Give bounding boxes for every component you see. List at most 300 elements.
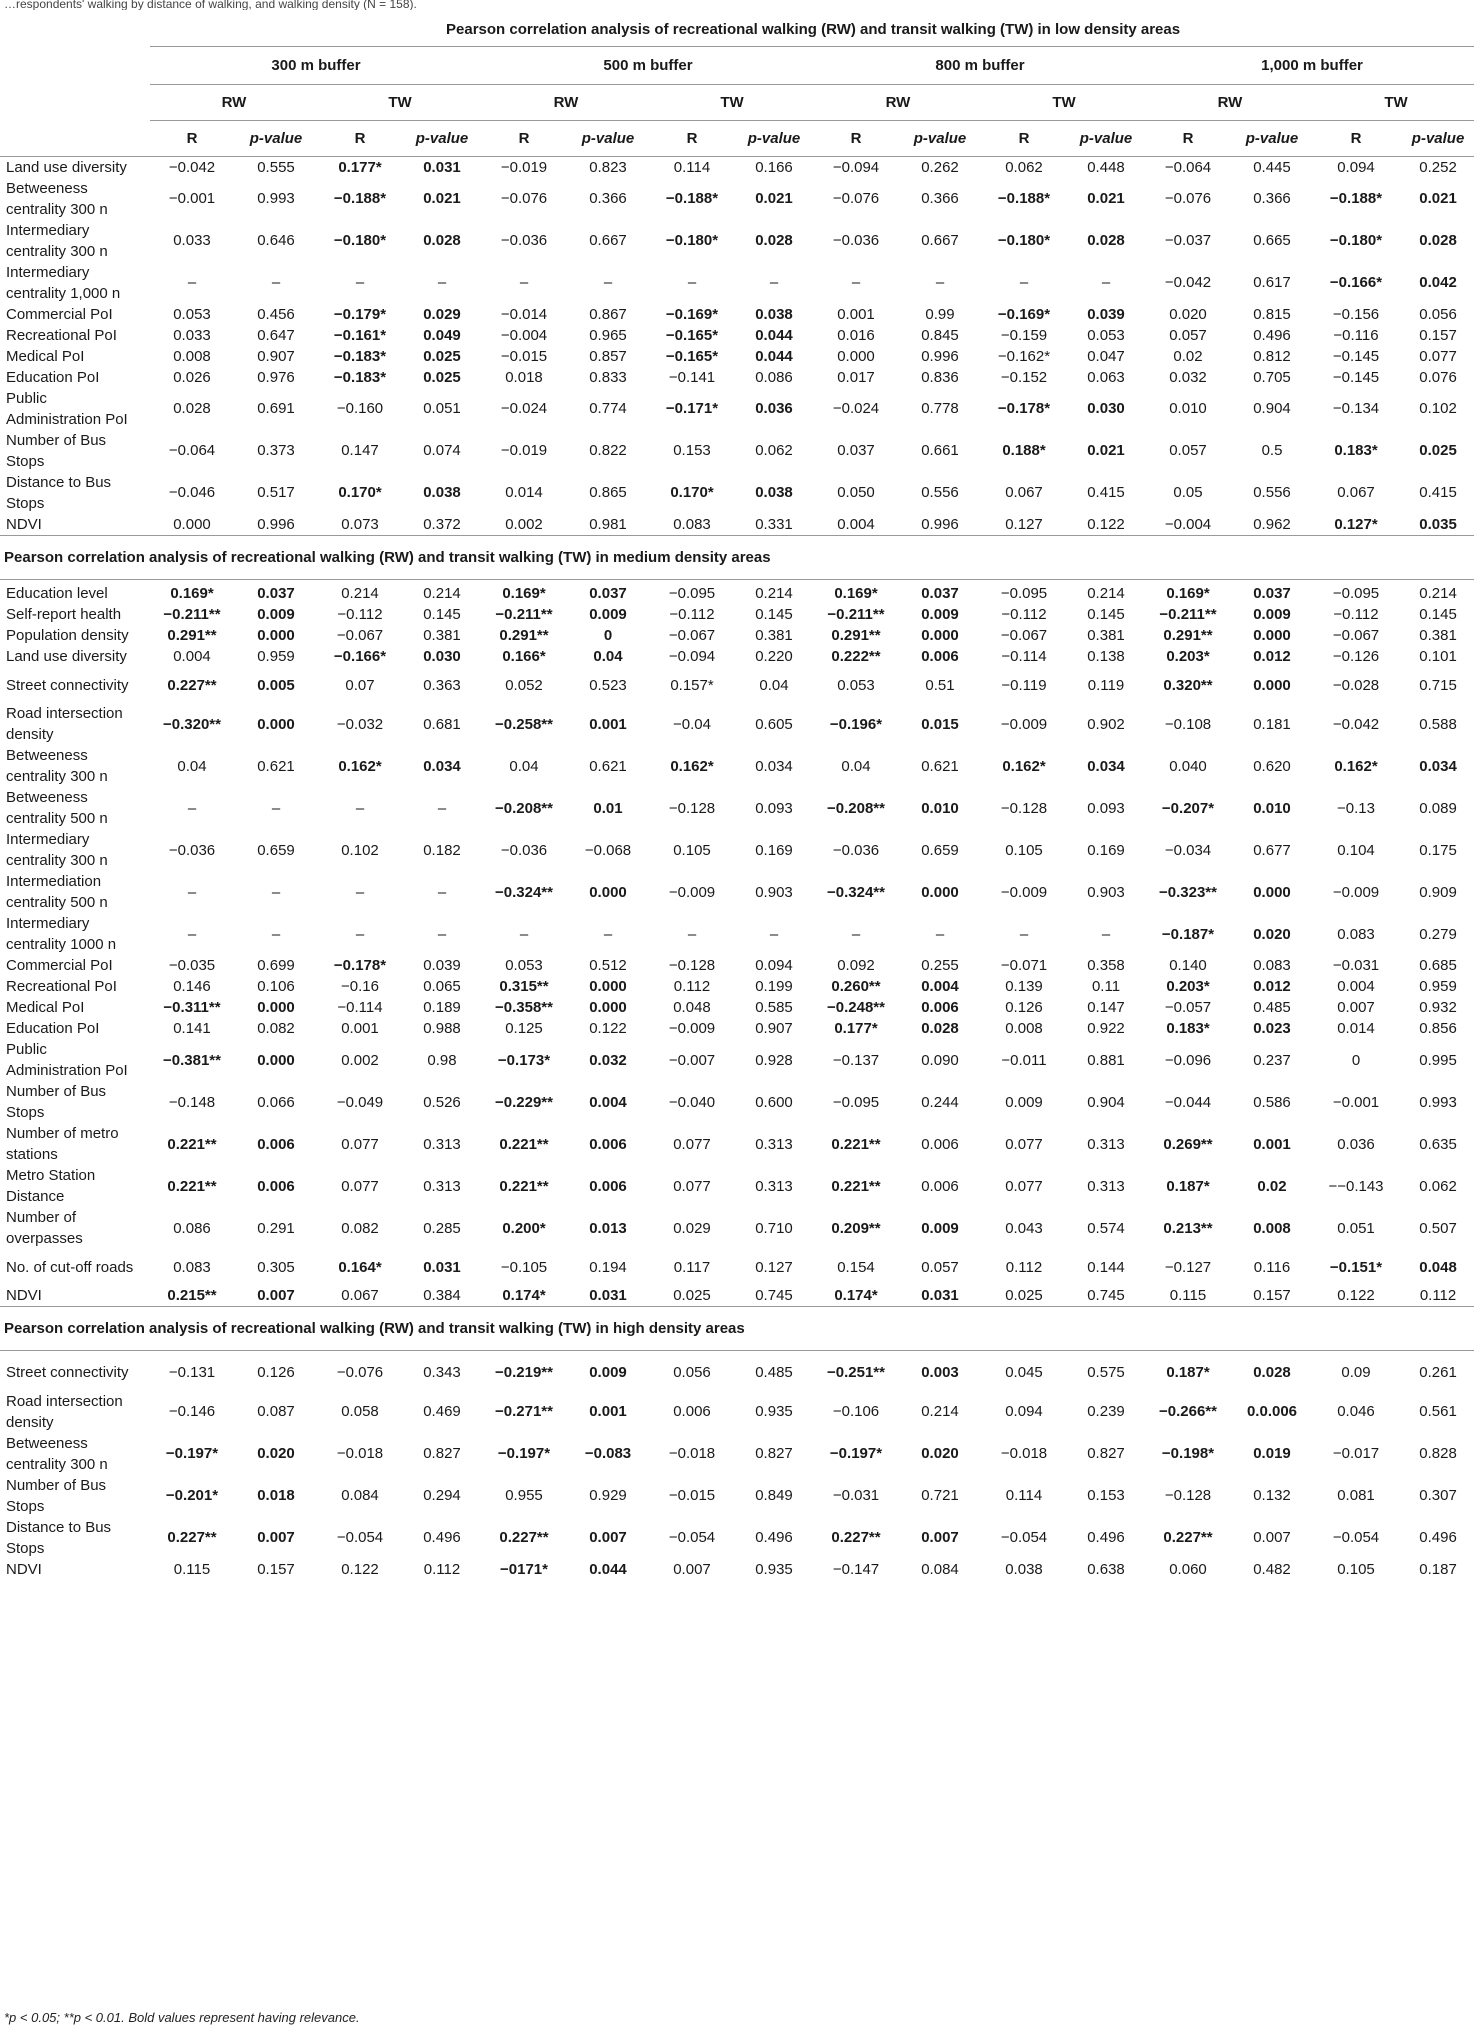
r-value-cell: 0.025: [673, 1287, 711, 1304]
p-value-cell: 0.865: [589, 484, 627, 501]
p-value-header: p-value: [734, 120, 814, 156]
r-value-cell: 0.077: [673, 1135, 711, 1153]
row-label: Street connectivity: [6, 1364, 129, 1381]
r-value-cell: 0.09: [1341, 1364, 1371, 1381]
table-row: [0, 325, 1474, 346]
r-value-cell: −0.197*: [829, 1445, 883, 1462]
p-value-cell: 0.020: [1253, 925, 1291, 943]
p-value-cell: –: [1101, 925, 1111, 943]
table-row: [0, 1517, 1474, 1559]
p-value-cell: 0.086: [755, 368, 793, 386]
corner-cell: [0, 14, 150, 46]
p-value-cell: 0.331: [755, 515, 793, 533]
r-value-cell: 0.169*: [502, 585, 546, 602]
r-header: R: [150, 120, 234, 156]
r-value-cell: 0.112: [673, 978, 711, 995]
p-value-cell: 0.517: [257, 484, 295, 501]
r-value-cell: −0.173*: [497, 1051, 551, 1069]
r-value-cell: −0.166*: [333, 648, 387, 665]
r-value-cell: −0.112: [1333, 606, 1379, 623]
p-value-cell: 0.102: [1419, 400, 1457, 417]
p-value-cell: 0.021: [1419, 190, 1457, 207]
p-value-cell: 0.006: [921, 1177, 959, 1195]
p-value-cell: 0.004: [921, 978, 959, 995]
r-value-cell: −0.211**: [495, 606, 553, 623]
r-value-cell: −0.095: [1000, 585, 1048, 602]
caption-fragment: …respondents' walking by distance of walking, and walking density (N = 158).: [4, 0, 417, 10]
p-value-cell: 0.038: [755, 305, 793, 323]
truncated-caption: [0, 0, 1474, 10]
p-value-cell: 0.000: [257, 715, 295, 733]
p-value-cell: 0.214: [755, 585, 793, 602]
r-value-cell: −0.208**: [827, 799, 885, 817]
r-value-cell: −0.067: [1000, 627, 1048, 644]
table-row: [0, 156, 1474, 178]
r-value-cell: −0.211**: [163, 606, 221, 623]
r-value-cell: 0.227**: [499, 1529, 549, 1546]
r-value-cell: −0.311**: [163, 999, 221, 1016]
p-value-cell: 0.157: [257, 1560, 295, 1578]
p-value-cell: 0.448: [1087, 158, 1125, 176]
p-value-cell: 0.313: [423, 1177, 461, 1195]
r-value-cell: −0.183*: [333, 368, 387, 386]
r-value-cell: −0.040: [668, 1093, 716, 1111]
p-value-cell: 0.187: [1419, 1560, 1457, 1578]
r-value-cell: −0.183*: [333, 347, 387, 365]
p-value-cell: 0.778: [921, 400, 959, 417]
p-value-cell: 0.001: [589, 1403, 627, 1420]
r-value-cell: −0.057: [1164, 999, 1212, 1016]
p-value-cell: 0.588: [1419, 715, 1457, 733]
table-row: [0, 787, 1474, 829]
row-label: Intermediary centrality 300 n: [6, 221, 108, 260]
p-value-cell: 0.261: [1419, 1364, 1457, 1381]
p-value-cell: 0.005: [257, 676, 295, 694]
row-label: Number of overpasses: [6, 1209, 83, 1247]
row-label: Land use diversity: [6, 648, 127, 665]
row-label: Population density: [6, 627, 129, 644]
p-value-cell: 0.028: [755, 232, 793, 249]
r-value-cell: 0.026: [173, 368, 211, 386]
p-value-cell: 0.415: [1087, 484, 1125, 501]
r-value-cell: −0.064: [1164, 158, 1212, 176]
p-value-cell: 0.157: [1419, 326, 1457, 344]
row-label: NDVI: [6, 1560, 42, 1578]
p-value-cell: 0.012: [1253, 648, 1291, 665]
r-value-cell: −0.067: [336, 627, 384, 644]
r-value-cell: 0.086: [173, 1219, 211, 1237]
r-value-cell: 0.008: [173, 347, 211, 365]
p-value-cell: 0.031: [423, 1258, 461, 1276]
p-value-cell: 0.028: [1419, 232, 1457, 249]
r-value-cell: −0.201*: [165, 1487, 219, 1504]
p-value-cell: 0.659: [257, 841, 295, 859]
p-value-cell: –: [603, 925, 613, 943]
r-value-cell: −0.064: [168, 442, 216, 459]
p-value-cell: 0.661: [921, 442, 959, 459]
r-value-cell: 0.002: [505, 515, 543, 533]
p-value-cell: 0.101: [1419, 648, 1457, 665]
row-label: Number of Bus Stops: [6, 1476, 107, 1515]
r-value-cell: −0.046: [168, 484, 216, 501]
p-value-header: p-value: [402, 120, 482, 156]
r-value-cell: 0.214: [341, 585, 379, 602]
r-value-cell: −0.188*: [665, 190, 719, 207]
r-value-cell: 0.221**: [167, 1135, 217, 1153]
p-value-cell: 0.039: [423, 957, 461, 974]
r-value-cell: −0.188*: [997, 190, 1051, 207]
p-value-cell: 0.112: [1419, 1287, 1457, 1304]
r-value-cell: 0.077: [1005, 1177, 1043, 1195]
table-row: [0, 367, 1474, 388]
r-value-cell: 0.174*: [834, 1287, 878, 1304]
p-value-cell: 0.012: [1253, 978, 1291, 995]
p-value-cell: 0.681: [423, 715, 461, 733]
r-value-cell: −0.034: [1164, 841, 1212, 859]
p-value-cell: 0.006: [921, 1135, 959, 1153]
r-value-cell: −0.180*: [1329, 232, 1383, 249]
section-header-row: [0, 1307, 1474, 1351]
r-value-cell: −0.197*: [165, 1445, 219, 1462]
r-value-cell: 0.05: [1173, 484, 1203, 501]
p-value-cell: 0.496: [1253, 326, 1291, 344]
p-value-cell: 0.237: [1253, 1051, 1291, 1069]
p-value-cell: 0.381: [1087, 627, 1125, 644]
r-value-cell: −0.011: [1001, 1051, 1047, 1069]
row-label: Commercial PoI: [6, 957, 113, 974]
p-value-cell: 0.561: [1419, 1403, 1457, 1420]
p-value-cell: 0.039: [1087, 305, 1125, 323]
r-value-cell: 0.221**: [167, 1177, 217, 1195]
section-header-row: [0, 14, 1474, 46]
r-value-cell: −0.014: [500, 305, 548, 323]
r-value-cell: 0.057: [1169, 326, 1207, 344]
p-value-cell: 0.995: [1419, 1051, 1457, 1069]
p-value-cell: 0.145: [755, 606, 793, 623]
r-value-cell: –: [687, 274, 697, 291]
p-value-cell: 0.049: [423, 326, 461, 344]
p-value-cell: 0.313: [423, 1135, 461, 1153]
r-value-cell: −0.001: [1332, 1093, 1380, 1111]
r-value-cell: −0.054: [668, 1529, 716, 1546]
p-value-cell: 0.705: [1253, 368, 1291, 386]
r-value-cell: 0.067: [1005, 484, 1043, 501]
p-value-cell: 0.307: [1419, 1487, 1457, 1504]
r-value-cell: –: [355, 799, 365, 817]
r-value-cell: −0.037: [1164, 232, 1212, 249]
r-value-cell: 0.016: [837, 326, 875, 344]
p-value-cell: 0.004: [589, 1093, 627, 1111]
r-value-cell: −0.198*: [1161, 1445, 1215, 1462]
p-value-cell: 0.849: [755, 1487, 793, 1504]
p-value-cell: 0.000: [257, 999, 295, 1016]
r-value-cell: −0.188*: [333, 190, 387, 207]
row-label: Distance to Bus Stops: [6, 473, 112, 512]
p-value-cell: 0.621: [921, 757, 959, 775]
p-value-cell: 0.062: [1419, 1177, 1457, 1195]
p-value-cell: 0.822: [589, 442, 627, 459]
walk-type-header: RW: [150, 84, 318, 120]
r-value-cell: 0.067: [1337, 484, 1375, 501]
p-value-cell: 0.214: [423, 585, 461, 602]
table-row: [0, 703, 1474, 745]
p-value-cell: 0.044: [589, 1560, 627, 1578]
r-value-cell: −0.16: [341, 978, 379, 995]
p-value-cell: 0.279: [1419, 925, 1457, 943]
r-value-cell: 0.000: [837, 347, 875, 365]
row-label: Public Administration PoI: [6, 1041, 128, 1079]
p-value-cell: 0.000: [1253, 883, 1291, 901]
p-value-cell: –: [603, 274, 613, 291]
r-value-cell: −0.004: [500, 326, 548, 344]
p-value-cell: 0.313: [755, 1135, 793, 1153]
p-value-cell: 0.358: [1087, 957, 1125, 974]
p-value-cell: 0.621: [257, 757, 295, 775]
p-value-cell: 0.827: [423, 1445, 461, 1462]
r-value-cell: −0.076: [500, 190, 548, 207]
r-value-cell: 0.002: [341, 1051, 379, 1069]
r-value-cell: –: [187, 799, 197, 817]
r-value-cell: −0.152: [1000, 368, 1048, 386]
row-label: Betweeness centrality 300 n: [6, 1434, 108, 1473]
p-value-cell: 0.366: [1253, 190, 1291, 207]
row-label: Recreational PoI: [6, 978, 117, 995]
p-value-cell: 0.037: [1253, 585, 1291, 602]
p-value-cell: 0.313: [755, 1177, 793, 1195]
p-value-cell: –: [271, 925, 281, 943]
p-value-cell: 0.929: [589, 1487, 627, 1504]
p-value-cell: 0.699: [257, 957, 295, 974]
r-value-cell: 0.04: [177, 757, 207, 775]
table-row: [0, 976, 1474, 997]
r-value-cell: −0.128: [1000, 799, 1048, 817]
p-value-cell: 0.496: [423, 1529, 461, 1546]
r-value-cell: −0.035: [168, 957, 216, 974]
p-value-cell: 0.812: [1253, 347, 1291, 365]
p-value-cell: 0.99: [925, 305, 955, 323]
table-row: [0, 1123, 1474, 1165]
r-value-cell: 0.07: [345, 676, 375, 694]
p-value-cell: 0.126: [257, 1364, 295, 1381]
r-value-cell: −0.148: [168, 1093, 216, 1111]
r-value-cell: 0.169*: [1166, 585, 1210, 602]
p-value-cell: 0.194: [589, 1258, 627, 1276]
p-value-cell: 0.262: [921, 158, 959, 176]
r-value-cell: −0.019: [500, 442, 548, 459]
row-label: Distance to Bus Stops: [6, 1518, 112, 1557]
r-value-cell: −0.229**: [495, 1093, 553, 1111]
buffer-header: 800 m buffer: [814, 46, 1146, 84]
p-value-cell: 0.965: [589, 326, 627, 344]
r-value-cell: 0.000: [173, 515, 211, 533]
table-row: [0, 304, 1474, 325]
table-row: [0, 1355, 1474, 1391]
p-value-cell: 0.093: [755, 799, 793, 817]
p-value-cell: 0.074: [423, 442, 461, 459]
p-value-cell: 0.381: [1419, 627, 1457, 644]
r-value-cell: −0.207*: [1161, 799, 1215, 817]
p-value-cell: 0.053: [1087, 326, 1125, 344]
r-value-cell: −0.134: [1332, 400, 1380, 417]
r-value-cell: –: [187, 274, 197, 291]
p-value-cell: 0.030: [423, 648, 461, 665]
r-value-cell: 0.221**: [499, 1177, 549, 1195]
r-value-cell: −0.180*: [665, 232, 719, 249]
r-value-cell: 0.105: [673, 841, 711, 859]
r-value-cell: 0.004: [1337, 978, 1375, 995]
p-value-cell: 0.815: [1253, 305, 1291, 323]
p-value-cell: 0.556: [1253, 484, 1291, 501]
p-value-cell: 0.000: [257, 1051, 295, 1069]
r-value-cell: −0.151*: [1329, 1258, 1383, 1276]
r-value-cell: −0.076: [832, 190, 880, 207]
row-label: NDVI: [6, 1287, 42, 1304]
r-value-cell: 0.053: [505, 957, 543, 974]
r-value-cell: −0.031: [1332, 957, 1380, 974]
p-value-cell: 0.496: [755, 1529, 793, 1546]
r-value-cell: 0.162*: [1334, 757, 1378, 775]
p-value-cell: 0.175: [1419, 841, 1457, 859]
p-value-cell: 0.721: [921, 1487, 959, 1504]
r-value-cell: 0.029: [673, 1219, 711, 1237]
p-value-cell: 0.512: [589, 957, 627, 974]
r-value-cell: –: [355, 883, 365, 901]
r-value-cell: 0.094: [1337, 158, 1375, 176]
r-value-cell: −0.018: [1000, 1445, 1048, 1462]
r-value-cell: 0.046: [1337, 1403, 1375, 1420]
p-value-cell: 0.996: [921, 347, 959, 365]
r-value-cell: −0.324**: [495, 883, 553, 901]
p-value-cell: 0.025: [423, 347, 461, 365]
table-row: [0, 1081, 1474, 1123]
p-value-cell: 0.001: [1253, 1135, 1291, 1153]
r-value-cell: −0.054: [1332, 1529, 1380, 1546]
p-value-cell: 0.199: [755, 978, 793, 995]
r-value-cell: 0.053: [173, 305, 211, 323]
p-value-cell: 0.575: [1087, 1364, 1125, 1381]
r-value-cell: 0.045: [1005, 1364, 1043, 1381]
r-value-cell: −0.095: [1332, 585, 1380, 602]
r-value-cell: −0.028: [1332, 676, 1380, 694]
p-value-cell: 0.021: [423, 190, 461, 207]
r-value-cell: 0.183*: [1334, 442, 1378, 459]
p-value-cell: 0.586: [1253, 1093, 1291, 1111]
p-value-cell: −0.083: [584, 1445, 632, 1462]
r-value-cell: 0.183*: [1166, 1020, 1210, 1037]
r-value-cell: −0.180*: [333, 232, 387, 249]
p-value-cell: 0.667: [921, 232, 959, 249]
r-value-cell: 0.077: [1005, 1135, 1043, 1153]
r-value-cell: 0.221**: [499, 1135, 549, 1153]
r-value-cell: 0.077: [673, 1177, 711, 1195]
r-value-cell: −0.036: [832, 232, 880, 249]
r-value-cell: −−0.143: [1328, 1177, 1384, 1195]
p-value-cell: 0.018: [257, 1487, 295, 1504]
r-value-cell: −0.009: [668, 1020, 716, 1037]
p-value-cell: 0.031: [921, 1287, 959, 1304]
p-value-cell: 0.962: [1253, 515, 1291, 533]
r-value-cell: 0.073: [341, 515, 379, 533]
p-value-cell: 0.037: [921, 585, 959, 602]
r-value-cell: 0.955: [505, 1487, 543, 1504]
p-value-cell: 0.710: [755, 1219, 793, 1237]
row-label: Commercial PoI: [6, 305, 113, 323]
r-value-cell: 0.157*: [670, 676, 714, 694]
p-value-cell: 0.021: [755, 190, 793, 207]
p-value-cell: 0.5: [1261, 442, 1283, 459]
r-value-cell: −0.197*: [497, 1445, 551, 1462]
p-value-cell: 0.415: [1419, 484, 1457, 501]
r-value-cell: 0.169*: [170, 585, 214, 602]
table-row: [0, 745, 1474, 787]
p-value-cell: 0.881: [1087, 1051, 1125, 1069]
r-value-cell: 0.117: [673, 1258, 711, 1276]
p-value-cell: 0.036: [755, 400, 793, 417]
p-value-header: p-value: [1398, 120, 1474, 156]
p-value-cell: 0.007: [589, 1529, 627, 1546]
r-value-cell: −0.141: [668, 368, 716, 386]
r-value-cell: 0.291**: [499, 627, 549, 644]
table-row: [0, 829, 1474, 871]
p-value-cell: 0.903: [1087, 883, 1125, 901]
r-value-cell: 0.221**: [831, 1177, 881, 1195]
r-value-cell: −0.156: [1332, 305, 1380, 323]
table-row: [0, 472, 1474, 514]
r-value-cell: −0.032: [336, 715, 384, 733]
p-value-cell: 0.523: [589, 676, 627, 694]
p-value-cell: 0.009: [921, 606, 959, 623]
p-value-cell: 0.845: [921, 326, 959, 344]
p-value-cell: 0.833: [589, 368, 627, 386]
r-value-cell: −0.208**: [495, 799, 553, 817]
p-value-cell: 0.056: [1419, 305, 1457, 323]
table-row: [0, 1207, 1474, 1249]
p-value-cell: 0.083: [1253, 957, 1291, 974]
r-value-cell: −0.007: [668, 1051, 716, 1069]
r-value-cell: −0.044: [1164, 1093, 1212, 1111]
r-header: R: [1314, 120, 1398, 156]
r-value-cell: −0.179*: [333, 305, 387, 323]
p-value-cell: 0.034: [1419, 757, 1457, 775]
r-value-cell: −0.146: [168, 1403, 216, 1420]
p-value-cell: 0.485: [755, 1364, 793, 1381]
r-value-cell: −0.009: [1000, 883, 1048, 901]
p-value-cell: 0.214: [921, 1403, 959, 1420]
r-value-cell: 0.112: [1005, 1258, 1043, 1276]
walk-type-header: TW: [318, 84, 482, 120]
p-value-cell: 0.959: [257, 648, 295, 665]
r-value-cell: 0.291**: [167, 627, 217, 644]
row-label: Education PoI: [6, 368, 100, 386]
row-label: Road intersection density: [6, 1392, 123, 1431]
r-value-cell: 0.033: [173, 232, 211, 249]
r-value-cell: −0.271**: [495, 1403, 553, 1420]
p-value-cell: 0.867: [589, 305, 627, 323]
p-value-cell: 0.147: [1087, 999, 1125, 1016]
row-label: Street connectivity: [6, 676, 129, 694]
r-value-cell: −0.116: [1333, 326, 1379, 344]
p-value-cell: 0.51: [925, 676, 955, 694]
r-value-cell: −0.105: [500, 1258, 548, 1276]
walk-type-header: TW: [1314, 84, 1474, 120]
walk-type-header: RW: [482, 84, 650, 120]
r-value-cell: 0.050: [837, 484, 875, 501]
r-value-cell: −0.001: [168, 190, 216, 207]
row-label: Medical PoI: [6, 347, 85, 365]
p-value-cell: 0.959: [1419, 978, 1457, 995]
p-value-cell: 0.313: [1087, 1135, 1125, 1153]
p-value-cell: 0.677: [1253, 841, 1291, 859]
